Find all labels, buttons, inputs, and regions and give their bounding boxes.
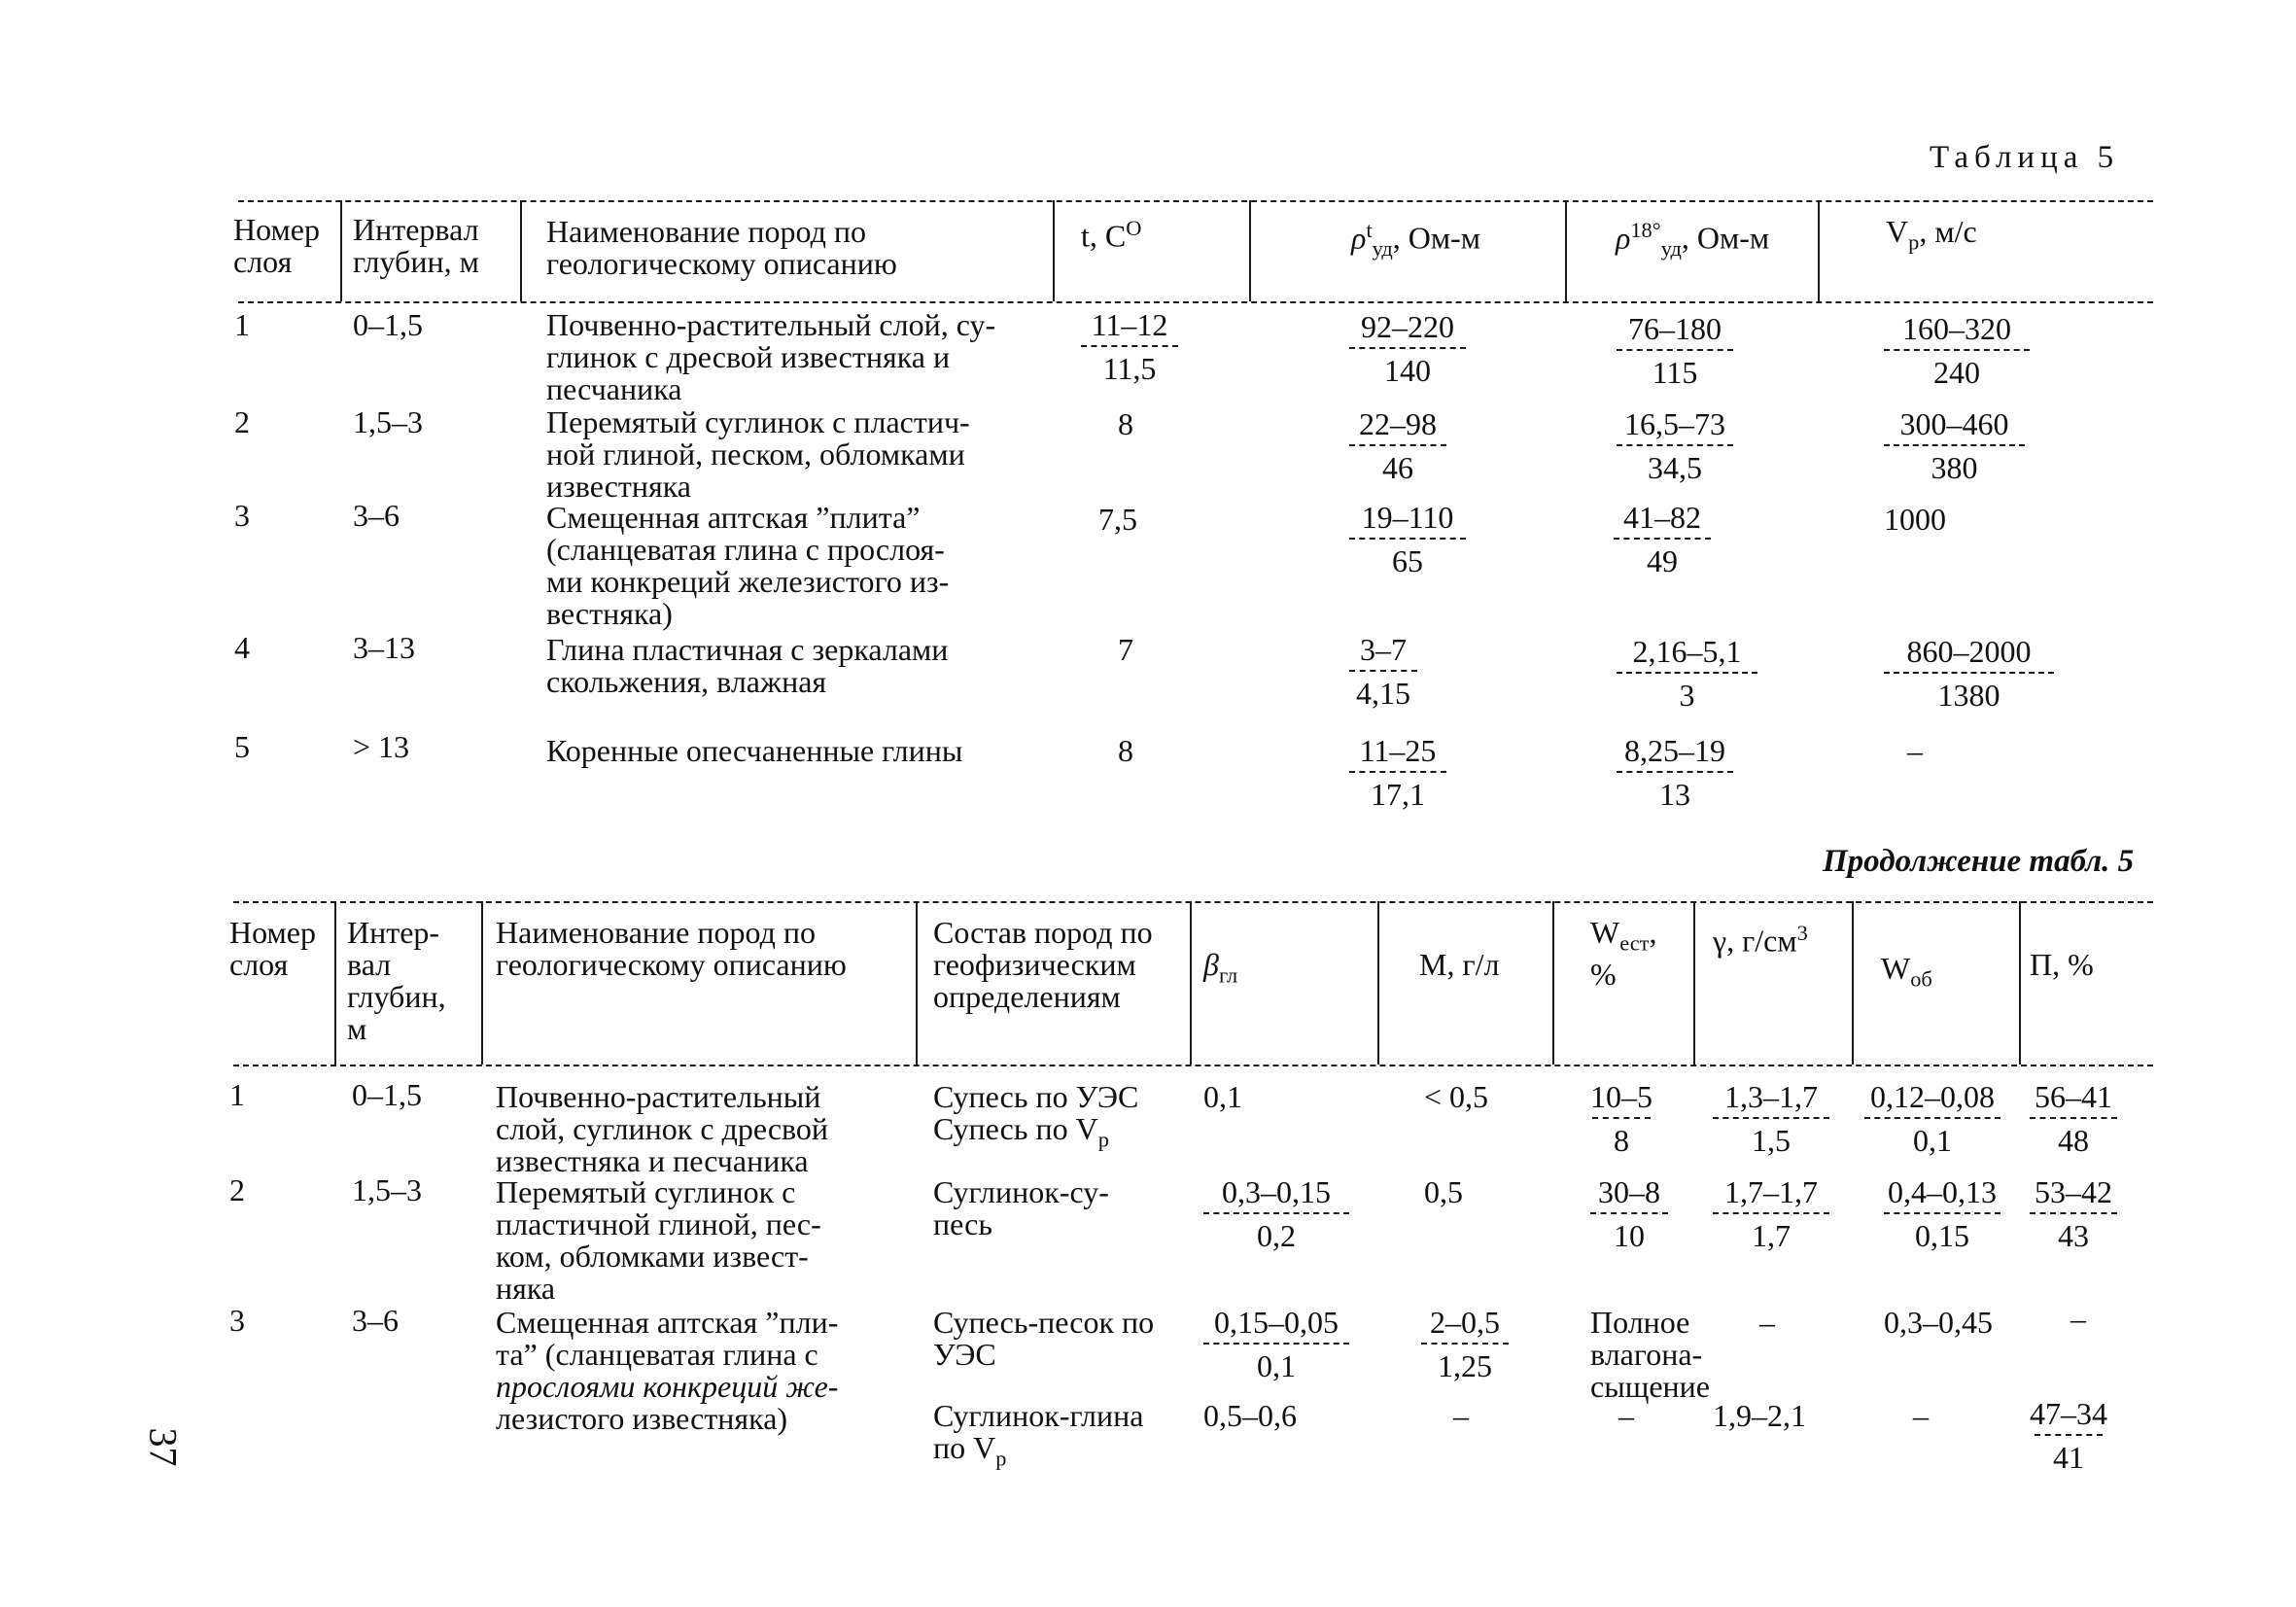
table-row-3-name: Смещенная аптская ”пли- та” (сланцеватая глина с прослоями конкреций же- лезистого известняка) xyxy=(496,1305,839,1436)
header-name: Наименование пород по геологическому описанию xyxy=(496,915,847,982)
table-row-4-number: 4 xyxy=(234,630,250,665)
row-3-mineralization-a: 2–0,5 1,25 xyxy=(1421,1307,1509,1381)
table-row-2-interval: 1,5–3 xyxy=(352,1172,422,1207)
col-divider xyxy=(1377,901,1379,1065)
row-5-rho-t: 11–25 17,1 xyxy=(1349,735,1446,810)
col-divider xyxy=(1249,200,1251,301)
row-3-w-natural-b: – xyxy=(1618,1398,1634,1433)
table-row-2-name: Перемятый суглинок с пластичной глиной, пес- ком, обломками извест- няка xyxy=(496,1174,821,1306)
header-vp: $V_p$, м/с xyxy=(1886,214,1977,255)
row-1-w-volume: 0,12–0,08 0,1 xyxy=(1864,1081,2000,1156)
table-row-2-composition: Суглинок-су- песь xyxy=(933,1174,1109,1241)
table-row-3-number: 3 xyxy=(234,498,250,533)
row-1-vp: 160–320 240 xyxy=(1884,313,2030,388)
continuation-title: Продолжение табл. 5 xyxy=(1823,844,2135,879)
table-row-1-number: 1 xyxy=(234,307,250,342)
row-2-porosity: 53–42 43 xyxy=(2030,1176,2117,1251)
header-w-volume: $W_{об}$ xyxy=(1881,951,1932,992)
table-row-1-name: Почвенно-растительный слой, су- глинок с дресвой известняка и песчаника xyxy=(546,307,996,406)
table-header-rule xyxy=(233,1065,2153,1066)
row-3-rho-18: 41–82 49 xyxy=(1614,502,1711,576)
table-title: Таблица 5 xyxy=(1930,140,2120,175)
row-3-rho-t: 19–110 65 xyxy=(1349,502,1466,576)
header-layer: Номер слоя xyxy=(233,212,320,279)
header-layer: Номер слоя xyxy=(229,915,316,982)
row-3-w-natural-a: Полное влагона- сыщение xyxy=(1590,1305,1710,1404)
row-3-mineralization-b: – xyxy=(1453,1398,1469,1433)
col-divider xyxy=(1552,901,1554,1065)
row-1-rho-18: 76–180 115 xyxy=(1617,313,1733,388)
row-1-beta: 0,1 xyxy=(1203,1079,1242,1114)
table-row-1-number: 1 xyxy=(229,1077,245,1112)
header-rho-t: $\rho^t_{уд}$, Ом-м xyxy=(1351,218,1481,262)
row-2-beta: 0,3–0,15 0,2 xyxy=(1203,1176,1349,1251)
row-3-density-b: 1,9–2,1 xyxy=(1713,1398,1806,1433)
row-1-rho-t: 92–220 140 xyxy=(1349,311,1466,386)
row-3-vp: 1000 xyxy=(1884,502,1946,537)
col-divider xyxy=(1190,901,1192,1065)
row-2-rho-18: 16,5–73 34,5 xyxy=(1617,408,1733,483)
row-4-vp: 860–2000 1380 xyxy=(1884,636,2054,711)
table-row-3-composition-a: Супесь-песок по УЭС xyxy=(933,1305,1155,1372)
table-row-1-name: Почвенно-растительный слой, суглинок с дресвой известняка и песчаника xyxy=(496,1079,829,1178)
page-number: 37 xyxy=(141,1427,186,1467)
table-row-3-interval: 3–6 xyxy=(353,498,400,533)
col-divider xyxy=(334,901,336,1065)
table-row-2-interval: 1,5–3 xyxy=(353,404,423,439)
row-2-density: 1,7–1,7 1,7 xyxy=(1713,1176,1829,1251)
row-5-temperature: 8 xyxy=(1118,733,1133,768)
row-3-beta-a: 0,15–0,05 0,1 xyxy=(1203,1307,1349,1381)
table-row-5-name: Коренные опесчаненные глины xyxy=(546,733,963,768)
row-1-porosity: 56–41 48 xyxy=(2030,1081,2117,1156)
table-top-rule xyxy=(233,901,2153,903)
row-3-density-a: – xyxy=(1759,1305,1775,1340)
row-2-mineralization: 0,5 xyxy=(1424,1174,1463,1209)
row-3-temperature: 7,5 xyxy=(1098,502,1137,537)
col-divider xyxy=(2019,901,2021,1065)
row-2-vp: 300–460 380 xyxy=(1884,408,2025,483)
row-4-rho-18: 2,16–5,1 3 xyxy=(1617,636,1757,711)
table-row-3-interval: 3–6 xyxy=(352,1303,399,1338)
table-row-4-interval: 3–13 xyxy=(353,630,415,665)
col-divider xyxy=(1053,200,1055,301)
table-row-2-name: Перемятый суглинок с пластич- ной глиной, песком, обломками известняка xyxy=(546,404,970,504)
table-row-3-name: Смещенная аптская ”плита” (сланцеватая глина с прослоя- ми конкреций железистого из- вестняка) xyxy=(546,500,950,631)
header-temperature: t, $C^O$ xyxy=(1081,216,1142,254)
table-row-1-interval: 0–1,5 xyxy=(353,307,423,342)
header-name: Наименование пород по геологическому описанию xyxy=(546,214,897,281)
row-4-rho-t: 3–7 4,15 xyxy=(1349,634,1417,709)
table-header-rule xyxy=(238,301,2153,303)
table-row-5-number: 5 xyxy=(234,729,250,764)
row-3-beta-b: 0,5–0,6 xyxy=(1203,1398,1297,1433)
header-density: γ, $г/см^3$ xyxy=(1713,921,1808,959)
header-composition: Состав пород по геофизическим определениям xyxy=(933,915,1153,1014)
row-4-temperature: 7 xyxy=(1118,632,1133,667)
row-3-w-volume-b: – xyxy=(1913,1398,1929,1433)
header-w-natural: $W_{ест}$, % xyxy=(1590,915,1657,993)
row-1-mineralization: < 0,5 xyxy=(1424,1079,1489,1114)
col-divider xyxy=(481,901,483,1065)
row-2-w-natural: 30–8 10 xyxy=(1590,1176,1668,1251)
row-3-w-volume-a: 0,3–0,45 xyxy=(1884,1305,1993,1340)
col-divider xyxy=(1565,200,1567,301)
col-divider xyxy=(1818,200,1820,301)
header-interval: Интер- вал глубин, м xyxy=(347,915,446,1046)
table-row-5-interval: > 13 xyxy=(353,729,410,764)
table-row-3-number: 3 xyxy=(229,1303,245,1338)
row-2-rho-t: 22–98 46 xyxy=(1349,408,1446,483)
header-porosity: П, % xyxy=(2030,947,2094,982)
col-divider xyxy=(916,901,918,1065)
row-2-temperature: 8 xyxy=(1118,406,1133,441)
table-row-1-composition: Супесь по УЭС Супесь по $V_p$ xyxy=(933,1079,1139,1152)
row-1-density: 1,3–1,7 1,5 xyxy=(1713,1081,1829,1156)
row-3-porosity-b: 47–34 41 xyxy=(2030,1396,2107,1475)
col-divider xyxy=(1693,901,1695,1065)
row-1-temperature: 11–12 11,5 xyxy=(1081,309,1178,384)
table-row-2-number: 2 xyxy=(234,404,250,439)
header-interval: Интервал глубин, м xyxy=(353,212,479,279)
row-5-vp: – xyxy=(1907,733,1923,768)
header-mineralization: М, г/л xyxy=(1419,947,1500,982)
header-rho-18: $\rho^{18^\circ}_{уд}$, Ом-м xyxy=(1616,218,1770,262)
header-beta: $\beta_{гл}$ xyxy=(1203,947,1238,988)
table-row-1-interval: 0–1,5 xyxy=(352,1077,422,1112)
row-2-w-volume: 0,4–0,13 0,15 xyxy=(1884,1176,2000,1251)
row-1-w-natural: 10–5 8 xyxy=(1590,1079,1652,1158)
row-5-rho-18: 8,25–19 13 xyxy=(1617,735,1733,810)
table-row-4-name: Глина пластичная с зеркалами скольжения, влажная xyxy=(546,632,949,699)
col-divider xyxy=(1852,901,1854,1065)
col-divider xyxy=(340,200,342,301)
row-3-porosity-a: – xyxy=(2070,1301,2086,1336)
table-row-2-number: 2 xyxy=(229,1172,245,1207)
table-row-3-composition-b: Суглинок-глина по $V_p$ xyxy=(933,1398,1144,1471)
col-divider xyxy=(520,200,522,301)
table-top-rule xyxy=(238,200,2153,202)
